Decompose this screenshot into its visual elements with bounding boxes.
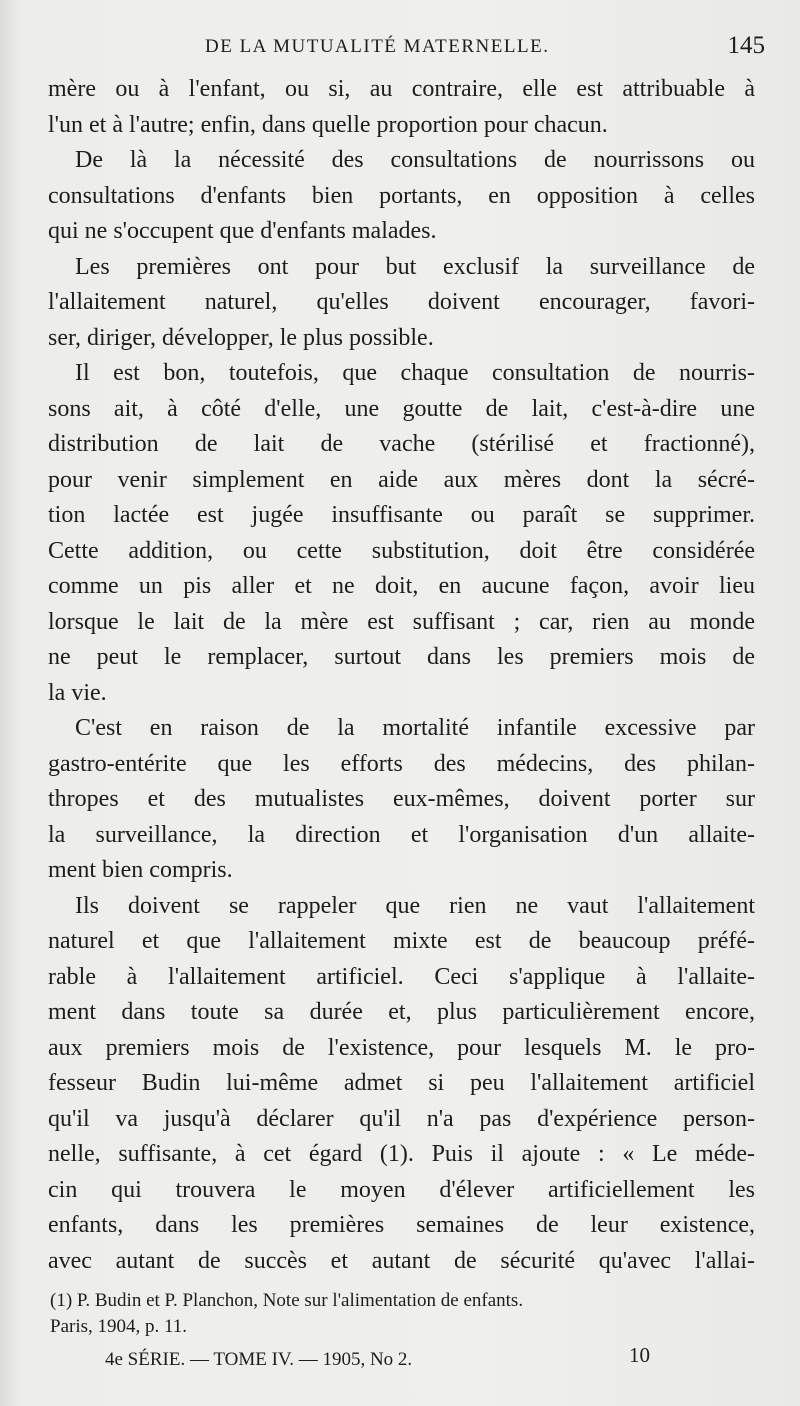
text-line: ser, diriger, développer, le plus possible. (48, 324, 434, 351)
text-line: rable à l'allaitement artificiel. Ceci s'applique à l'allaite- (48, 963, 755, 990)
footnote-line: Paris, 1904, p. 11. (50, 1316, 188, 1337)
series-signature: 4e SÉRIE. — TOME IV. — 1905, No 2. (105, 1349, 413, 1370)
text-line: naturel et que l'allaitement mixte est de beaucoup préfé- (48, 928, 755, 954)
footnote (50, 1288, 756, 1340)
running-title: DE LA MUTUALITÉ MATERNELLE. (205, 36, 550, 57)
text-line: l'un et à l'autre; enfin, dans quelle proportion pour chacun. (48, 111, 608, 138)
text-line: Il est bon, toutefois, que chaque consultation de nourris- (75, 360, 755, 386)
text-line: ne peut le remplacer, surtout dans les premiers mois de (48, 644, 755, 670)
text-line: Ils doivent se rappeler que rien ne vaut l'allaitement (75, 892, 755, 919)
text-line: cin qui trouvera le moyen d'élever artificiellement les (48, 1176, 755, 1203)
text-line: tion lactée est jugée insuffisante ou paraît se supprimer. (48, 502, 755, 528)
page-footer (105, 1343, 650, 1373)
text-line: qui ne s'occupent que d'enfants malades. (48, 218, 437, 244)
text-line: qu'il va jusqu'à déclarer qu'il n'a pas d'expérience person- (48, 1105, 755, 1132)
text-line: nelle, suffisante, à cet égard (1). Puis il ajoute : « Le méde- (48, 1141, 755, 1167)
text-line: la vie. (48, 679, 107, 706)
text-line: sons ait, à côté d'elle, une goutte de lait, c'est-à-dire une (48, 395, 755, 422)
footnote-line: (1) P. Budin et P. Planchon, Note sur l'alimentation de enfants. (50, 1290, 524, 1311)
sheet-number: 10 (629, 1343, 650, 1367)
text-line: aux premiers mois de l'existence, pour lesquels M. le pro- (48, 1034, 755, 1061)
text-line: lorsque le lait de la mère est suffisant ; car, rien au monde (48, 608, 755, 635)
text-line: avec autant de succès et autant de sécurité qu'avec l'allai- (48, 1247, 755, 1274)
text-line: gastro-entérite que les efforts des médecins, des philan- (48, 750, 755, 777)
page-number: 145 (727, 32, 765, 59)
body-text (48, 72, 755, 1279)
text-line: De là la nécessité des consultations de nourrissons ou (75, 147, 755, 173)
text-line: mère ou à l'enfant, ou si, au contraire, elle est attribuable à (48, 76, 755, 102)
text-line: comme un pis aller et ne doit, en aucune façon, avoir lieu (48, 573, 755, 599)
text-line: ment dans toute sa durée et, plus particulièrement encore, (48, 999, 755, 1025)
text-line: C'est en raison de la mortalité infantile excessive par (75, 715, 755, 741)
text-line: pour venir simplement en aide aux mères dont la sécré- (48, 466, 755, 493)
text-line: Cette addition, ou cette substitution, doit être considérée (48, 537, 755, 564)
text-line: l'allaitement naturel, qu'elles doivent encourager, favori- (48, 289, 755, 315)
text-line: distribution de lait de vache (stérilisé et fractionné), (48, 431, 755, 457)
text-line: consultations d'enfants bien portants, en opposition à celles (48, 182, 755, 209)
text-line: ment bien compris. (48, 857, 233, 883)
text-line: enfants, dans les premières semaines de leur existence, (48, 1212, 755, 1238)
text-line: Les premières ont pour but exclusif la surveillance de (75, 253, 755, 280)
text-line: thropes et des mutualistes eux-mêmes, doivent porter sur (48, 786, 755, 812)
text-line: fesseur Budin lui-même admet si peu l'allaitement artificiel (48, 1070, 755, 1096)
text-line: la surveillance, la direction et l'organisation d'un allaite- (48, 821, 755, 848)
page-header (205, 32, 765, 62)
